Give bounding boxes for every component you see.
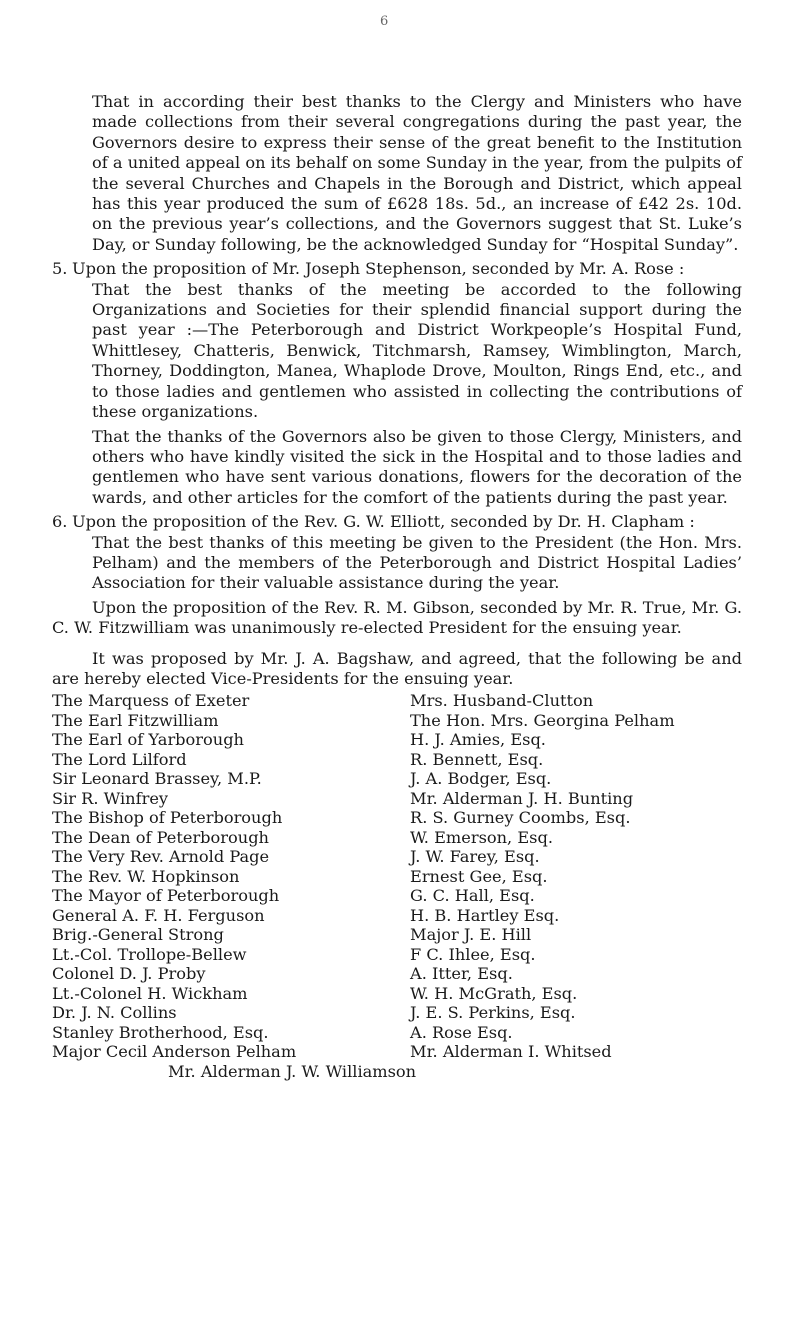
list-item: W. H. McGrath, Esq. xyxy=(410,983,578,1003)
list-item: F C. Ihlee, Esq. xyxy=(410,944,536,964)
vice-president-final: Mr. Alderman J. W. Williamson xyxy=(168,1061,417,1081)
list-item: J. A. Bodger, Esq. xyxy=(410,769,552,789)
list-item: Sir Leonard Brassey, M.P. xyxy=(52,769,262,789)
list-item: Mr. Alderman J. H. Bunting xyxy=(410,788,634,808)
list-item: J. W. Farey, Esq. xyxy=(410,847,540,867)
list-item: R. S. Gurney Coombs, Esq. xyxy=(410,808,631,828)
list-item: Major Cecil Anderson Pelham xyxy=(52,1042,297,1062)
list-item: R. Bennett, Esq. xyxy=(410,749,544,769)
list-item: Brig.-General Strong xyxy=(52,925,224,945)
list-item: Major J. E. Hill xyxy=(410,925,532,945)
list-item: The Bishop of Peterborough xyxy=(52,808,283,828)
list-item: Lt.-Colonel H. Wickham xyxy=(52,983,248,1003)
vice-presidents-left-column xyxy=(52,691,410,1062)
resolution-5 xyxy=(52,259,742,279)
page-number: 6 xyxy=(380,14,389,29)
list-item: The Marquess of Exeter xyxy=(52,691,250,711)
list-item: H. J. Amies, Esq. xyxy=(410,730,546,750)
list-item: Sir R. Winfrey xyxy=(52,788,169,808)
list-item: Stanley Brotherhood, Esq. xyxy=(52,1022,269,1042)
list-item: G. C. Hall, Esq. xyxy=(410,886,535,906)
resolution-5-governors-paragraph: That the thanks of the Governors also be given to those Clergy, Ministers, and others who have kindly visited the sick in the Hospital and to those ladies and gentlemen who have sent various donations, flowers for the decoration of the wards, and other articles for the comfort of the patients during the past year. xyxy=(92,426,742,507)
list-item: Ernest Gee, Esq. xyxy=(410,866,548,886)
list-item: The Earl Fitzwilliam xyxy=(52,710,219,730)
list-item: A. Rose Esq. xyxy=(410,1022,513,1042)
list-item: A. Itter, Esq. xyxy=(410,964,513,984)
list-item: Mr. Alderman I. Whitsed xyxy=(410,1042,612,1062)
list-item: The Mayor of Peterborough xyxy=(52,886,280,906)
list-item: The Earl of Yarborough xyxy=(52,730,244,750)
resolution-5-organizations-paragraph: That the best thanks of the meeting be accorded to the following Organizations and Societies for their splendid financial support during the past year :—The Peterborough and District Workpeople’s Hospital Fund, Whittlesey, Chatteris, Benwick, Titchmarsh, Ramsey, Wimblington, March, Thorney, Doddington, Manea, Whaplode Drove, Moulton, Rings End, etc., and to those ladies and gentlemen who assisted in collecting the contributions of these organizations. xyxy=(92,279,742,422)
list-item: General A. F. H. Ferguson xyxy=(52,905,265,925)
vice-presidents-right-column xyxy=(410,691,742,1062)
list-item: W. Emerson, Esq. xyxy=(410,827,553,847)
resolution-5-heading: Upon the proposition of Mr. Joseph Stephenson, seconded by Mr. A. Rose : xyxy=(72,259,685,279)
list-item: The Dean of Peterborough xyxy=(52,827,269,847)
vice-presidents-list xyxy=(52,691,742,1062)
list-item: H. B. Hartley Esq. xyxy=(410,905,560,925)
document-body xyxy=(52,92,742,1081)
list-item: Lt.-Col. Trollope-Bellew xyxy=(52,944,247,964)
resolution-5-number: 5. xyxy=(52,259,68,279)
list-item: Mrs. Husband-Clutton xyxy=(410,691,594,711)
resolution-6 xyxy=(52,512,742,532)
hospital-sunday-paragraph: That in according their best thanks to the Clergy and Ministers who have made collections from their several congregations during the past year, the Governors desire to express their sense of the great benefit to the Institution of a united appeal on its behalf on some Sunday in the year, from the pulpits of the several Churches and Chapels in the Borough and District, which appeal has this year produced the sum of £628 18s. 5d., an increase of £42 2s. 10d. on the previous year’s collections, and the Governors suggest that St. Luke’s Day, or Sunday following, be the acknowledged Sunday for “Hospital Sunday”. xyxy=(92,92,742,254)
president-paragraph: Upon the proposition of the Rev. R. M. Gibson, seconded by Mr. R. True, Mr. G. C. W. Fitzwilliam was unanimously re-elected President for the ensuing year. xyxy=(52,597,742,638)
resolution-6-heading: Upon the proposition of the Rev. G. W. Elliott, seconded by Dr. H. Clapham : xyxy=(72,512,695,532)
resolution-6-number: 6. xyxy=(52,512,68,532)
list-item: The Lord Lilford xyxy=(52,749,187,769)
resolution-6-ladies-paragraph: That the best thanks of this meeting be given to the President (the Hon. Mrs. Pelham) and the members of the Peterborough and District Hospital Ladies’ Association for their valuable assistance during the year. xyxy=(92,532,742,593)
list-item: The Hon. Mrs. Georgina Pelham xyxy=(410,710,675,730)
list-item: The Rev. W. Hopkinson xyxy=(52,866,240,886)
list-item: Colonel D. J. Proby xyxy=(52,964,206,984)
list-item: Dr. J. N. Collins xyxy=(52,1003,177,1023)
list-item: The Very Rev. Arnold Page xyxy=(52,847,270,867)
list-item: J. E. S. Perkins, Esq. xyxy=(410,1003,576,1023)
vice-presidents-intro: It was proposed by Mr. J. A. Bagshaw, and agreed, that the following be and are hereby elected Vice-Presidents for the ensuing year. xyxy=(52,648,742,688)
